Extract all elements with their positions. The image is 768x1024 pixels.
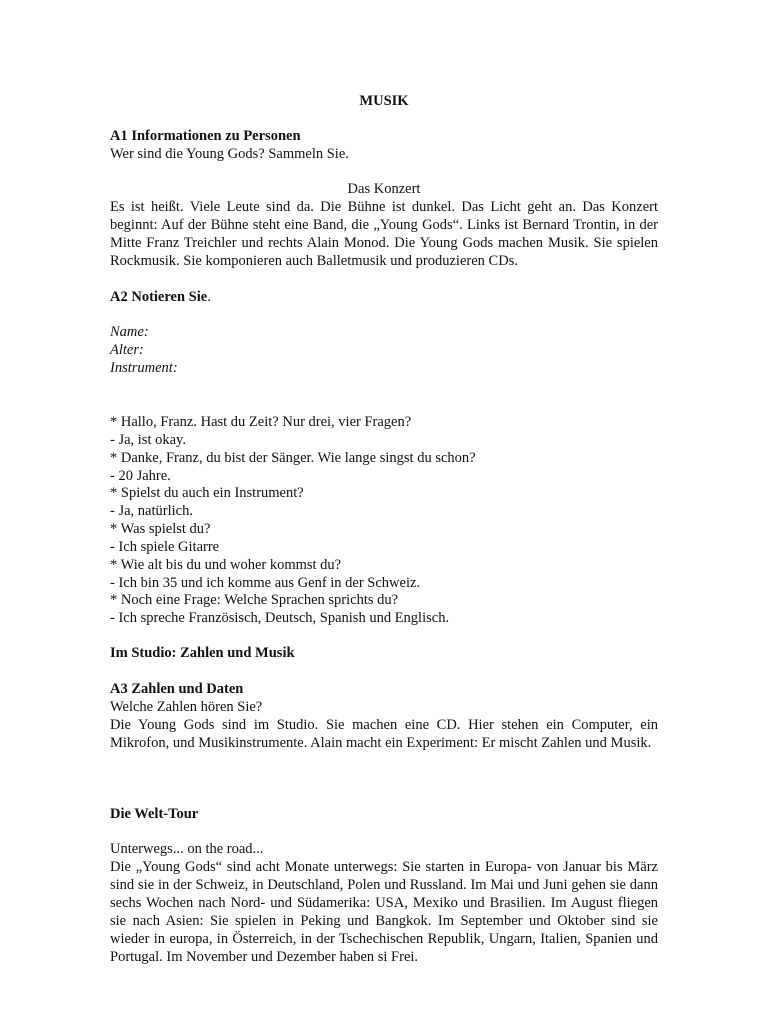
tour-heading: Die Welt-Tour xyxy=(110,806,199,822)
dialog-line: - Ja, ist okay. xyxy=(110,432,186,448)
dialog-line: - Ja, natürlich. xyxy=(110,503,193,519)
concert-paragraph: Es ist heißt. Viele Leute sind da. Die Bühne ist dunkel. Das Licht geht an. Das Konzert beginnt: Auf der Bühne steht eine Band, die „Young Gods“. Links ist Bernard Trontin, in der Mitte Franz Treichler und rechts Alain Monod. Die Young Gods machen Musik. Sie spielen Rockmusik. Sie komponieren auch Balletmusik und produzieren CDs. xyxy=(110,199,658,269)
studio-heading: Im Studio: Zahlen und Musik xyxy=(110,645,295,661)
a3-heading: A3 Zahlen und Daten xyxy=(110,681,244,697)
field-instrument: Instrument: xyxy=(110,360,178,376)
dialog-line: * Spielst du auch ein Instrument? xyxy=(110,485,304,501)
document-title: MUSIK xyxy=(359,93,409,109)
a2-heading-text: A2 Notieren Sie xyxy=(110,289,208,305)
dialog-line: - Ich spreche Französisch, Deutsch, Spanish und Englisch. xyxy=(110,610,450,626)
studio-paragraph: Die Young Gods sind im Studio. Sie machen eine CD. Hier stehen ein Computer, ein Mikrofon, und Musikinstrumente. Alain macht ein Experiment: Er mischt Zahlen und Musik. xyxy=(110,717,658,751)
dialog-line: * Danke, Franz, du bist der Sänger. Wie lange singst du schon? xyxy=(110,450,476,466)
dialog-line: - Ich spiele Gitarre xyxy=(110,539,220,555)
tour-paragraph: Die „Young Gods“ sind acht Monate unterwegs: Sie starten in Europa- von Januar bis März sind sie in der Schweiz, in Deutschland, Polen und Russland. Im Mai und Juni gehen sie dann sechs Wochen nach Nord- und Südamerika: USA, Mexiko und Brasilien. Im August fliegen sie nach Asien: Sie spielen in Peking und Bangkok. Im September und Oktober sind sie wieder in europa, in Österreich, in der Tschechischen Republik, Ungarn, Italien, Spanien und Portugal. Im November und Dezember haben si Frei. xyxy=(110,859,658,965)
field-alter: Alter: xyxy=(110,342,144,358)
a3-question: Welche Zahlen hören Sie? xyxy=(110,699,263,715)
dialog-line: * Noch eine Frage: Welche Sprachen sprichts du? xyxy=(110,592,399,608)
dialog-line: * Wie alt bis du und woher kommst du? xyxy=(110,557,342,573)
a2-heading xyxy=(110,288,211,306)
dialog-line: * Was spielst du? xyxy=(110,521,211,537)
a2-heading-dot: . xyxy=(207,289,211,305)
document-page xyxy=(110,0,658,1024)
a1-instruction: Wer sind die Young Gods? Sammeln Sie. xyxy=(110,146,349,162)
dialog-line: - 20 Jahre. xyxy=(110,468,171,484)
tour-subtitle: Unterwegs... on the road... xyxy=(110,841,264,857)
dialog-line: - Ich bin 35 und ich komme aus Genf in der Schweiz. xyxy=(110,575,421,591)
text-title: Das Konzert xyxy=(347,181,421,197)
field-name: Name: xyxy=(110,324,149,340)
a1-heading: A1 Informationen zu Personen xyxy=(110,128,301,144)
dialog-line: * Hallo, Franz. Hast du Zeit? Nur drei, vier Fragen? xyxy=(110,414,412,430)
